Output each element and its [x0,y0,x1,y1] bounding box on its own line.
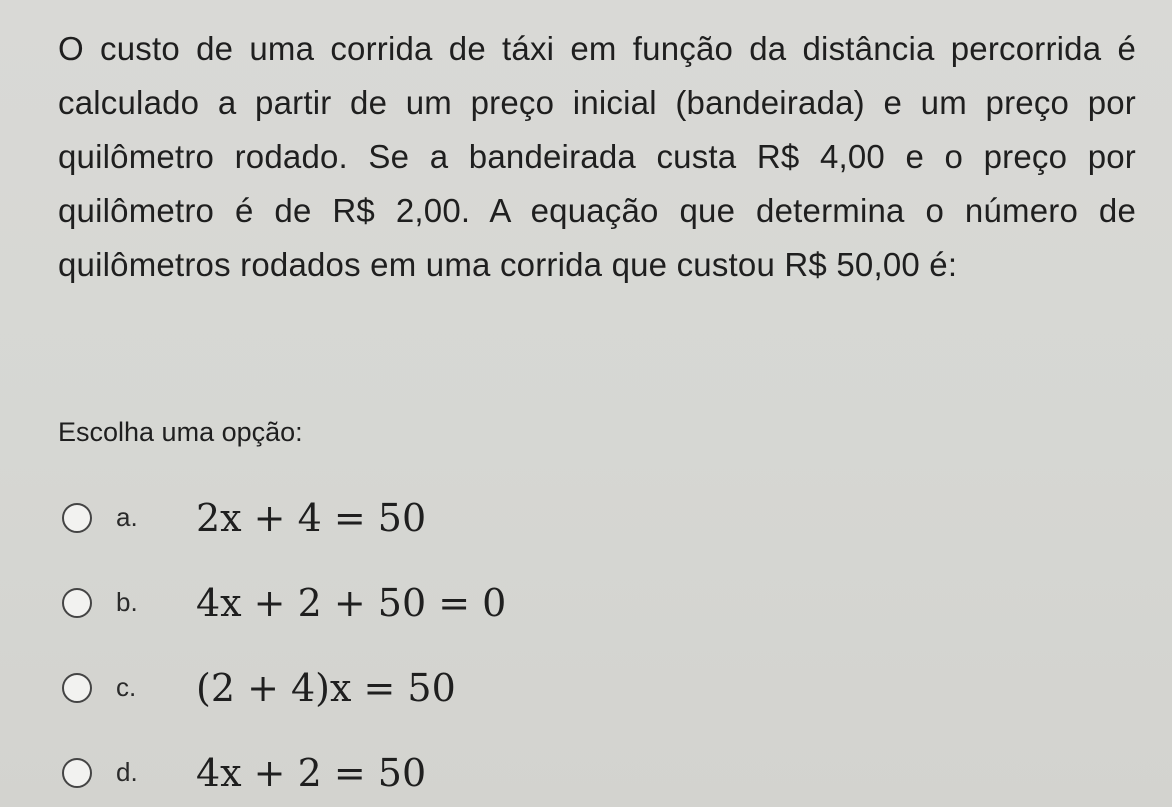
option-d[interactable] [62,733,762,807]
radio-button-b[interactable] [62,588,92,618]
radio-button-d[interactable] [62,758,92,788]
option-b[interactable] [62,563,762,648]
choose-option-prompt: Escolha uma opção: [58,417,303,447]
option-c-formula: (2 + 4)x = 50 [196,665,456,710]
question-text: O custo de uma corrida de táxi em função da distância percorrida é calculado a partir de um preço inicial (bandeirada) e um preço por quilômetro rodado. Se a bandeirada custa R$ 4,00 e o preço por quilômetro é de R$ 2,00. A equação que determina o número de quilômetros rodados em uma corrida que custou R$ 50,00 é: [58,30,1136,283]
option-d-letter: d. [116,757,138,787]
option-b-letter: b. [116,587,138,617]
option-c[interactable] [62,648,762,733]
option-a-formula: 2x + 4 = 50 [196,495,427,540]
option-b-formula: 4x + 2 + 50 = 0 [196,580,507,625]
radio-button-c[interactable] [62,673,92,703]
option-d-formula: 4x + 2 = 50 [196,750,427,795]
answer-options [62,478,762,807]
radio-button-a[interactable] [62,503,92,533]
option-c-letter: c. [116,672,137,702]
option-a-letter: a. [116,502,138,532]
option-a[interactable] [62,478,762,563]
